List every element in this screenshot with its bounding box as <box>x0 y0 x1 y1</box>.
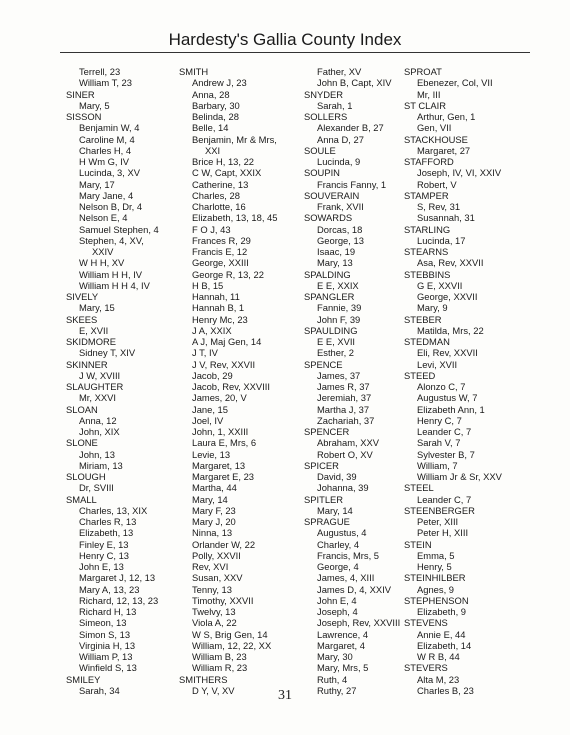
index-entry: Elizabeth, 9 <box>417 606 466 617</box>
index-entry: XXI <box>205 144 221 156</box>
title-rule <box>60 52 530 53</box>
index-entry: Agnes, 9 <box>417 583 455 595</box>
index-entry: James, 37 <box>317 369 361 381</box>
index-entry: Francis, Mrs, 5 <box>317 549 379 561</box>
index-entry: John E, 4 <box>317 594 357 606</box>
index-surname: STARLING <box>404 223 451 235</box>
index-entry: Jane, 15 <box>192 403 228 415</box>
index-entry: Henry, 5 <box>417 561 452 572</box>
index-entry: Richard H, 13 <box>79 606 137 617</box>
index-entry: Simon S, 13 <box>79 628 131 640</box>
index-entry: Dorcas, 18 <box>317 223 363 235</box>
index-entry: Susannah, 31 <box>417 212 475 224</box>
index-surname: SISSON <box>66 111 102 122</box>
index-entry: W H H, XV <box>79 257 125 269</box>
index-surname: SMITH <box>179 66 209 77</box>
index-surname: ST CLAIR <box>404 99 447 111</box>
index-surname: STEIN <box>404 538 432 550</box>
index-surname: SPENCE <box>304 358 343 370</box>
index-entry: George, XXIII <box>192 257 249 269</box>
index-entry: Mary, 9 <box>417 302 448 314</box>
index-entry: Margaret, 13 <box>192 459 246 471</box>
index-entry: Mr, III <box>417 88 441 100</box>
index-entry: Mary A, 13, 23 <box>79 583 140 595</box>
index-entry: James R, 37 <box>317 381 370 392</box>
index-entry: Anna, 28 <box>192 88 230 100</box>
index-entry: Sarah, 34 <box>79 684 120 696</box>
index-entry: Matilda, Mrs, 22 <box>417 324 484 336</box>
index-entry: Joel, IV <box>192 414 224 426</box>
index-entry: George, 4 <box>317 561 359 572</box>
index-entry: Mary, 14 <box>192 493 228 505</box>
index-column-1 <box>66 66 174 696</box>
index-entry: Martha, 44 <box>192 482 237 494</box>
index-surname: SMILEY <box>66 673 101 685</box>
index-entry: James, 20, V <box>192 392 247 404</box>
index-entry: Lucinda, 3, XV <box>79 167 140 179</box>
index-surname: STEVENS <box>404 617 448 629</box>
index-entry: Nelson E, 4 <box>79 212 128 224</box>
index-surname: SKIDMORE <box>66 336 117 347</box>
index-entry: Leander C, 7 <box>417 493 472 505</box>
index-entry: John E, 13 <box>79 561 124 572</box>
page-title: Hardesty's Gallia County Index <box>168 30 402 49</box>
index-entry: Barbary, 30 <box>192 99 240 111</box>
index-entry: Ebenezer, Col, VII <box>417 77 493 89</box>
index-entry: Charlotte, 16 <box>192 201 246 212</box>
index-entry: Ruthy, 27 <box>317 684 357 696</box>
index-entry: W S, Brig Gen, 14 <box>192 628 268 640</box>
index-entry: Susan, XXV <box>192 572 243 584</box>
index-surname: SPROAT <box>404 66 442 77</box>
index-entry: H B, 15 <box>192 279 224 291</box>
index-entry: George R, 13, 22 <box>192 268 264 280</box>
index-entry: Virginia H, 13 <box>79 639 136 651</box>
index-entry: Twelvy, 13 <box>192 606 236 617</box>
index-entry: Hannah, 11 <box>192 291 240 302</box>
index-entry: Robert O, XV <box>317 448 373 460</box>
index-entry: Mary, 5 <box>79 99 110 111</box>
index-entry: Elizabeth, 13, 18, 45 <box>192 212 278 224</box>
index-entry: G E, XXVII <box>417 279 463 291</box>
index-surname: STEED <box>404 369 436 381</box>
index-surname: SINER <box>66 88 95 100</box>
index-entry: Caroline M, 4 <box>79 133 135 145</box>
index-entry: George, 13 <box>317 234 364 246</box>
index-entry: Robert, V <box>417 178 457 190</box>
index-entry: Emma, 5 <box>417 549 455 561</box>
index-entry: Mary, 13 <box>317 257 353 269</box>
index-entry: William T, 23 <box>79 77 132 89</box>
index-entry: Benjamin W, 4 <box>79 122 140 134</box>
index-surname: STEENBERGER <box>404 504 475 516</box>
index-entry: Joseph, Rev, XXVIII <box>317 617 401 629</box>
index-entry: Levie, 13 <box>192 448 231 460</box>
index-entry: Dr, SVIII <box>79 482 114 494</box>
index-surname: SMITHERS <box>179 673 228 685</box>
index-entry: F O J, 43 <box>192 223 231 235</box>
index-entry: George, XXVII <box>417 291 478 302</box>
index-surname: SPICER <box>304 459 339 471</box>
index-surname: STEPHENSON <box>404 594 469 606</box>
index-surname: STAFFORD <box>404 156 454 167</box>
index-entry: Belle, 14 <box>192 122 229 134</box>
index-entry: Levi, XVII <box>417 358 458 370</box>
index-entry: Margaret, 27 <box>417 144 471 156</box>
index-surname: SOWARDS <box>304 212 353 224</box>
index-surname: SIVELY <box>66 291 99 302</box>
index-surname: SPALDING <box>304 268 351 280</box>
index-entry: Mr, XXVI <box>79 392 116 404</box>
index-entry: C W, Capt, XXIX <box>192 167 262 179</box>
index-entry: Terrell, 23 <box>79 66 121 77</box>
index-column-3 <box>304 66 403 696</box>
index-entry: Peter, XIII <box>417 516 459 527</box>
index-column-4 <box>404 66 544 696</box>
index-entry: Annie E, 44 <box>417 628 466 640</box>
index-entry: Charles B, 23 <box>417 684 474 696</box>
index-entry: Augustus W, 7 <box>417 392 478 404</box>
index-entry: Charley, 4 <box>317 538 360 550</box>
index-surname: STEDMAN <box>404 336 450 347</box>
index-entry: Tenny, 13 <box>192 583 232 595</box>
index-entry: Stephen, 4, XV, <box>79 234 144 246</box>
index-entry: William R, 23 <box>192 662 248 674</box>
index-entry: William H H 4, IV <box>79 279 150 291</box>
index-entry: John B, Capt, XIV <box>317 77 392 89</box>
index-surname: SOLLERS <box>304 111 348 122</box>
index-entry: Timothy, XXVII <box>192 594 254 606</box>
index-surname: STEVERS <box>404 662 448 674</box>
index-entry: John, 1, XXIII <box>192 426 249 437</box>
index-entry: Eli, Rev, XXVII <box>417 347 478 359</box>
index-entry: Joseph, 4 <box>317 606 358 617</box>
index-entry: Augustus, 4 <box>317 527 367 539</box>
index-surname: SOULE <box>304 144 336 156</box>
page-number: 31 <box>278 688 292 703</box>
index-entry: J A, XXIX <box>192 324 232 336</box>
index-entry: Alonzo C, 7 <box>417 381 466 392</box>
index-entry: Simeon, 13 <box>79 617 127 629</box>
index-surname: SPRAGUE <box>304 516 350 527</box>
index-entry: Charles, 13, XIX <box>79 504 148 516</box>
index-entry: Francis Fanny, 1 <box>317 178 387 190</box>
index-entry: Ruth, 4 <box>317 673 348 685</box>
index-entry: Mary Jane, 4 <box>79 189 134 201</box>
index-surname: STEBER <box>404 313 442 325</box>
index-entry: Charles, 28 <box>192 189 240 201</box>
index-surname: SLONE <box>66 437 98 449</box>
index-entry: Abraham, XXV <box>317 437 380 449</box>
index-entry: S, Rev, 31 <box>417 201 461 212</box>
index-surname: STEEL <box>404 482 434 494</box>
index-entry: Father, XV <box>317 66 362 77</box>
index-entry: Isaac, 19 <box>317 246 356 257</box>
index-entry: Laura E, Mrs, 6 <box>192 437 257 449</box>
index-entry: Jacob, 29 <box>192 369 233 381</box>
index-entry: W R B, 44 <box>417 651 460 662</box>
index-surname: SLOUGH <box>66 471 106 482</box>
index-entry: Margaret, 4 <box>317 639 365 651</box>
index-entry: Esther, 2 <box>317 347 355 359</box>
index-entry: Asa, Rev, XXVII <box>417 257 484 269</box>
index-surname: STEINHILBER <box>404 572 466 584</box>
index-entry: William, 12, 22, XX <box>192 639 272 651</box>
index-entry: Jeremiah, 37 <box>317 392 372 404</box>
index-entry: Samuel Stephen, 4 <box>79 223 159 235</box>
index-entry: Johanna, 39 <box>317 482 369 494</box>
index-entry: Mary, 15 <box>79 302 115 314</box>
index-entry: Hannah B, 1 <box>192 302 245 314</box>
index-entry: Joseph, IV, VI, XXIV <box>417 167 502 179</box>
index-entry: Sarah, 1 <box>317 99 353 111</box>
index-entry: Sidney T, XIV <box>79 347 136 359</box>
index-surname: SPITLER <box>304 493 344 505</box>
index-column-2 <box>179 66 299 696</box>
index-entry: Leander C, 7 <box>417 426 472 437</box>
index-entry: Nelson B, Dr, 4 <box>79 201 143 212</box>
index-entry: Margaret E, 23 <box>192 471 255 482</box>
index-entry: John F, 39 <box>317 313 361 325</box>
index-entry: Elizabeth, 13 <box>79 527 134 539</box>
index-entry: Lucinda, 17 <box>417 234 466 246</box>
index-entry: Winfield S, 13 <box>79 662 137 674</box>
index-entry: Ninna, 13 <box>192 527 233 539</box>
index-entry: Anna D, 27 <box>317 133 364 145</box>
index-entry: Belinda, 28 <box>192 111 239 122</box>
index-entry: Polly, XXVII <box>192 549 241 561</box>
index-entry: J T, IV <box>192 347 218 359</box>
index-entry: Frances R, 29 <box>192 234 251 246</box>
index-entry: Gen, VII <box>417 122 452 134</box>
index-surname: STEARNS <box>404 246 449 257</box>
index-entry: Charles R, 13 <box>79 516 137 527</box>
index-entry: E E, XVII <box>317 336 356 347</box>
index-entry: XXIV <box>92 246 114 257</box>
index-entry: Anna, 12 <box>79 414 117 426</box>
index-entry: Alexander B, 27 <box>317 122 384 134</box>
index-entry: Catherine, 13 <box>192 178 249 190</box>
index-entry: Andrew J, 23 <box>192 77 247 89</box>
index-entry: Charles H, 4 <box>79 144 132 156</box>
index-surname: SMALL <box>66 493 97 505</box>
index-entry: Lucinda, 9 <box>317 156 361 167</box>
index-entry: Margaret J, 12, 13 <box>79 572 156 584</box>
index-surname: SKEES <box>66 313 98 325</box>
index-entry: Francis E, 12 <box>192 246 248 257</box>
index-surname: SPENCER <box>304 426 350 437</box>
index-entry: James D, 4, XXIV <box>317 583 391 595</box>
index-surname: SOUVERAIN <box>304 189 360 201</box>
index-entry: Martha J, 37 <box>317 403 370 415</box>
index-entry: Arthur, Gen, 1 <box>417 111 476 122</box>
index-entry: Mary F, 23 <box>192 504 236 516</box>
index-entry: John, 13 <box>79 448 115 460</box>
index-entry: D Y, V, XV <box>192 684 235 696</box>
index-surname: STEBBINS <box>404 268 451 280</box>
index-entry: Jacob, Rev, XXVIII <box>192 381 270 392</box>
index-entry: A J, Maj Gen, 14 <box>192 336 262 347</box>
index-surname: STAMPER <box>404 189 449 201</box>
index-entry: Elizabeth, 14 <box>417 639 472 651</box>
index-entry: Lawrence, 4 <box>317 628 369 640</box>
index-entry: E, XVII <box>79 324 109 336</box>
index-surname: SOUPIN <box>304 167 340 179</box>
index-surname: SLOAN <box>66 403 98 415</box>
index-entry: David, 39 <box>317 471 357 482</box>
index-entry: Viola A, 22 <box>192 617 237 629</box>
index-entry: Sarah V, 7 <box>417 437 461 449</box>
index-entry: J V, Rev, XXVII <box>192 358 256 370</box>
index-entry: Mary, 17 <box>79 178 115 190</box>
index-entry: Miriam, 13 <box>79 459 123 471</box>
index-entry: H Wm G, IV <box>79 156 129 167</box>
index-entry: Henry C, 13 <box>79 549 130 561</box>
index-entry: Zachariah, 37 <box>317 414 375 426</box>
index-entry: Mary J, 20 <box>192 516 236 527</box>
index-entry: J W, XVIII <box>79 369 121 381</box>
index-entry: Mary, 30 <box>317 651 353 662</box>
index-surname: SPAULDING <box>304 324 358 336</box>
index-entry: Rev, XVI <box>192 561 229 572</box>
index-entry: John, XIX <box>79 426 120 437</box>
index-entry: Mary, 14 <box>317 504 353 516</box>
index-entry: William Jr & Sr, XXV <box>417 471 502 482</box>
index-entry: Frank, XVII <box>317 201 364 212</box>
index-entry: Henry C, 7 <box>417 414 462 426</box>
index-entry: Henry Mc, 23 <box>192 313 248 325</box>
index-entry: Alta M, 23 <box>417 673 460 685</box>
index-surname: SNYDER <box>304 88 344 100</box>
index-entry: William P, 13 <box>79 651 133 662</box>
index-entry: Fannie, 39 <box>317 302 362 314</box>
index-entry: Mary, Mrs, 5 <box>317 662 369 674</box>
index-entry: Orlander W, 22 <box>192 538 256 550</box>
index-entry: James, 4, XIII <box>317 572 375 584</box>
index-entry: William B, 23 <box>192 651 247 662</box>
index-entry: Sylvester B, 7 <box>417 448 475 460</box>
index-surname: SPANGLER <box>304 291 355 302</box>
index-entry: Finley E, 13 <box>79 538 129 550</box>
index-entry: William H H, IV <box>79 268 143 280</box>
index-entry: E E, XXIX <box>317 279 359 291</box>
index-entry: Brice H, 13, 22 <box>192 156 255 167</box>
index-entry: Elizabeth Ann, 1 <box>417 403 485 415</box>
index-entry: William, 7 <box>417 459 458 471</box>
index-entry: Benjamin, Mr & Mrs, <box>192 133 277 145</box>
index-surname: SLAUGHTER <box>66 381 124 392</box>
index-surname: SKINNER <box>66 358 108 370</box>
index-entry: Peter H, XIII <box>417 527 469 539</box>
index-surname: STACKHOUSE <box>404 133 468 145</box>
index-entry: Richard, 12, 13, 23 <box>79 594 159 606</box>
